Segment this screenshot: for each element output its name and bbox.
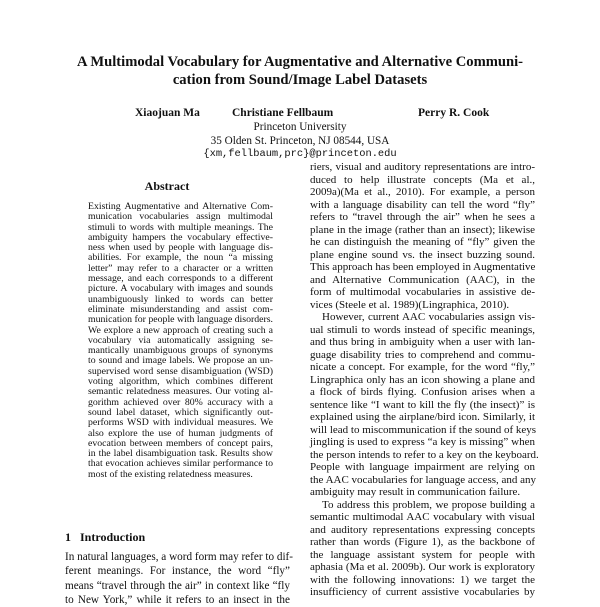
text-line: will lead to miscommunication if the sound of keys — [310, 423, 537, 436]
text-line: the person intends to refer to a key on the keyboard. — [310, 448, 539, 461]
address: 35 Olden St. Princeton, NJ 08544, USA — [210, 134, 390, 147]
section-title: Introduction — [80, 530, 146, 544]
section-heading-introduction — [65, 530, 145, 545]
text-line: ferent meanings. For instance, the word “fly” — [65, 565, 290, 578]
text-line: stimuli to words with multiple meanings. The — [88, 221, 273, 233]
text-line: sound label dataset, which significantly out- — [88, 406, 273, 418]
text-line: supervised word sense disambiguation (WSD) — [88, 365, 273, 377]
text-line: means “travel through the air” in context like “fly — [65, 579, 290, 592]
text-line: abilities. For example, the noun “a missing — [88, 252, 273, 264]
text-line: However, current AAC vocabularies assign vis- — [322, 311, 535, 323]
institution: Princeton University — [253, 121, 347, 133]
text-line: voting algorithm, which combines different — [88, 376, 273, 388]
text-line: eliminate misunderstanding and assist com- — [88, 303, 273, 315]
paper-title — [40, 53, 560, 89]
text-line: ambiguity hampers the vocabulary effective- — [88, 231, 273, 243]
text-line: To address this problem, we propose building a — [322, 498, 535, 511]
author-name: Xiaojuan Ma — [135, 107, 200, 119]
text-line: People with language impairment are relying on — [310, 461, 535, 473]
text-line: performs WSD with individual measures. We — [88, 417, 273, 429]
text-line: munication vocabularies assign multimodal — [88, 211, 273, 223]
text-line: letter” may refer to a character or a written — [88, 262, 273, 274]
author-name: Perry R. Cook — [418, 107, 490, 119]
paragraph — [310, 499, 535, 599]
affiliation — [150, 121, 450, 162]
text-line: semantic relatedness measures. Our voting al- — [88, 386, 273, 398]
introduction-body — [65, 550, 294, 607]
text-line: picture. A vocabulary with images and sounds — [88, 283, 273, 295]
text-line: refers to “travel through the air” when he sees a — [310, 211, 535, 223]
text-line: nicate a concept. For example, for the word “fly,” — [310, 361, 535, 373]
abstract-body — [88, 202, 273, 480]
text-line: This approach has been employed in Augmentative — [310, 261, 536, 273]
text-line: insufficiency of current assistive vocabularies by — [310, 586, 535, 598]
text-line: sentence like “I want to kill the fly (the insect)” is — [310, 398, 535, 411]
text-line: aphasia (Ma et al. 2009b). Our work is exploratory — [310, 561, 535, 573]
paragraph — [65, 550, 294, 607]
text-line: 2009a)(Ma et al., 2010). For example, a person — [310, 186, 535, 198]
text-line: the AAC vocabularies for language access, and any — [310, 473, 537, 486]
text-line: and thus bring in ambiguity when a user with lan- — [310, 336, 535, 348]
text-line: with the following innovations: 1) we target the — [310, 573, 535, 586]
text-line: munication for people with language disorders. — [88, 314, 274, 326]
text-line: that evocation achieves similar performance to — [88, 458, 273, 470]
text-line: with a language disability can tell the word “fly” — [310, 198, 535, 211]
text-line: riers, visual and auditory representations are intro- — [310, 161, 535, 173]
text-line: evocation between members of concept pairs, — [88, 437, 273, 449]
title-line: A Multimodal Vocabulary for Augmentative and Alternative Communi- — [76, 54, 524, 70]
text-line: to New York,” while it refers to an insect in the — [65, 593, 290, 606]
text-line: and auditory representations expressing concepts — [310, 523, 535, 536]
text-line: mantically unambiguous groups of synonyms — [88, 345, 273, 357]
paragraph — [310, 311, 539, 499]
text-line: ual stimuli to words instead of specific meanings, — [310, 323, 535, 336]
abstract-heading: Abstract — [144, 179, 190, 193]
text-line: he can distinguish the meaning of “fly” given the — [310, 236, 535, 248]
text-line: in the label disambiguation task. Results show — [88, 448, 273, 460]
text-line: to sound and image labels. We propose an un- — [88, 355, 273, 367]
text-line: jingling is used to express “a key is missing” when — [310, 436, 535, 448]
text-line: also explore the use of human judgments of — [88, 427, 273, 439]
text-line: gorithm achieved over 80% accuracy with a — [88, 396, 273, 408]
author-name: Christiane Fellbaum — [232, 107, 334, 119]
text-line: Lingraphica only has an icon showing a plane and — [310, 373, 535, 386]
text-line: Existing Augmentative and Alternative Com- — [88, 201, 273, 212]
text-line: and Alternative Communication (AAC), in the — [310, 273, 535, 286]
text-line: a flock of birds flying. Confusion arises when a — [310, 386, 535, 398]
text-line: plane engine sound vs. the insect buzzing sound. — [310, 248, 535, 261]
text-line: explained using the airplane/bird icon. Similarly, it — [310, 411, 535, 423]
text-line: plane in the image (rather than an insect); likewise — [310, 223, 535, 236]
text-line: rather than words (Figure 1), as the backbone of — [310, 536, 535, 548]
text-line: unambiguously linked to words can better — [88, 293, 273, 305]
author-emails: {xm,fellbaum,prc}@princeton.edu — [203, 148, 397, 161]
paragraph — [310, 161, 535, 311]
text-line: semantic multimodal AAC vocabulary with visual — [310, 511, 535, 523]
text-line: most of the existing relatedness measures. — [88, 468, 253, 480]
text-line: duced to help illustrate concepts (Ma et al., — [310, 173, 535, 186]
right-column-body — [310, 161, 539, 599]
section-number: 1 — [65, 530, 71, 544]
title-line: cation from Sound/Image Label Datasets — [172, 72, 428, 88]
text-line: ambiguity may result in communication failure. — [310, 486, 521, 498]
text-line: We explore a new approach of creating such a — [88, 324, 273, 336]
text-line: vices (Steele et al. 1989)(Lingraphica, 2010). — [310, 298, 510, 311]
text-line: the language assistant system for people with — [310, 548, 535, 561]
paragraph — [88, 202, 273, 480]
text-line: guage disability tries to comprehend and commu- — [310, 348, 535, 361]
text-line: In natural languages, a word form may refer to dif- — [65, 551, 294, 563]
text-line: ness when used by people with language dis- — [88, 242, 273, 254]
text-line: message, and each corresponds to a different — [88, 273, 273, 285]
text-line: form of multimodal vocabularies in assistive de- — [310, 286, 535, 298]
text-line: vocabulary via automatically assigning se- — [88, 334, 273, 346]
